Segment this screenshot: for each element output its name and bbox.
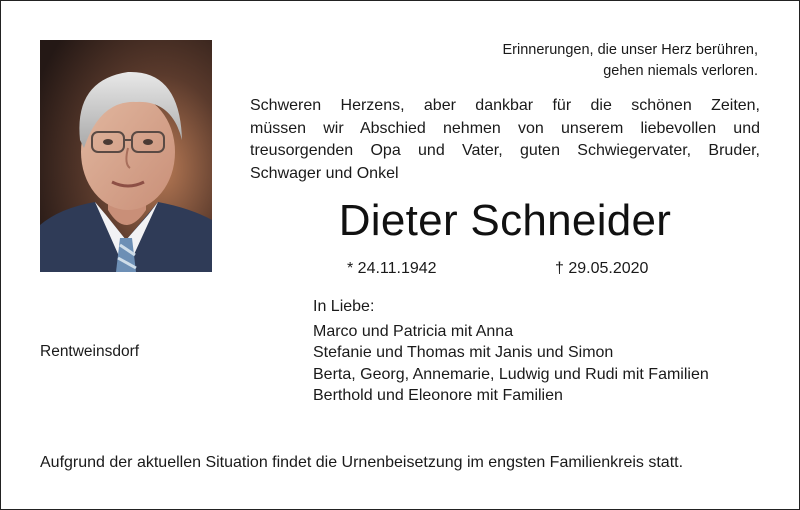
mourners-list [313,296,709,407]
quote-line: gehen niemals verloren. [603,63,758,79]
intro-text [250,95,760,185]
location: Rentweinsdorf [40,343,140,360]
mourners-label: In Liebe: [313,298,375,315]
death-date: † 29.05.2020 [555,260,649,277]
intro-line: Schwager und Onkel [250,164,399,182]
mourner-line: Marco und Patricia mit Anna [313,322,514,340]
intro-line: treusorgenden Opa und Vater, guten Schwiegervater, Bruder, [250,142,760,159]
birth-date: * 24.11.1942 [347,260,437,277]
quote-line: Erinnerungen, die unser Herz berühren, [502,42,758,58]
intro-line: müssen wir Abschied nehmen von unserem liebevollen und [250,119,760,137]
mourner-line: Stefanie und Thomas mit Janis und Simon [313,344,614,361]
intro-line: Schweren Herzens, aber dankbar für die schönen Zeiten, [250,97,760,114]
mourner-line: Berta, Georg, Annemarie, Ludwig und Rudi mit Familien [313,365,709,383]
memorial-quote [400,40,758,82]
deceased-name: Dieter Schneider [338,196,672,245]
mourner-line: Berthold und Eleonore mit Familien [313,387,563,404]
portrait-photo [40,40,212,272]
funeral-note: Aufgrund der aktuellen Situation findet die Urnenbeisetzung im engsten Familienkreis statt. [40,454,684,471]
